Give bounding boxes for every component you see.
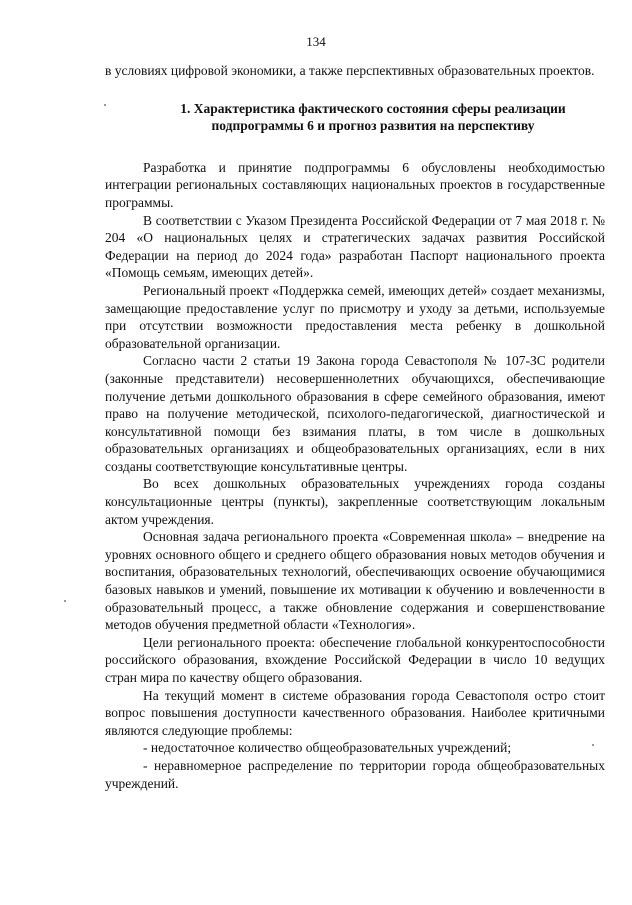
paragraph-presidential-decree: В соответствии с Указом Президента Российской Федерации от 7 мая 2018 г. № 204 «О национальных целях и стратегических задачах развития Российской Федерации на период до 2024 года» разработан Паспорт национального проекта «Помощь семьям, имеющих детей». [105, 212, 605, 281]
section-heading-line-2: подпрограммы 6 и прогноз развития на перспективу [211, 118, 535, 134]
paragraph-modern-school: Основная задача регионального проекта «Современная школа» – внедрение на уровнях основного общего и среднего общего образования новых методов обучения и воспитания, образовательных технологий, обеспечивающих освоение обучающимися базовых навыков и умений, повышение их мотивации к обучению и вовлеченности в образовательный процесс, а также обновление содержания и совершенствование методов обучения предметной области «Технология». [105, 529, 605, 633]
list-item: - неравномерное распределение по территории города общеобразовательных учреждений. [105, 757, 605, 791]
page-number: 134 [306, 34, 326, 49]
paragraph-consulting-centers: Во всех дошкольных образовательных учреждениях города созданы консультационные центры (пункты), закрепленные соответствующим локальным актом учреждения. [105, 476, 605, 527]
document-body [105, 62, 605, 792]
scan-speck [104, 104, 106, 106]
scan-speck [64, 600, 66, 602]
section-heading [105, 100, 605, 135]
scan-speck [592, 744, 594, 746]
lead-paragraph: в условиях цифровой экономики, а также перспективных образовательных проектов. [105, 63, 595, 78]
paragraph-integration: Разработка и принятие подпрограммы 6 обусловлены необходимостью интеграции региональных составляющих национальных проектов в государственные программы. [105, 159, 605, 210]
paragraph-project-goals: Цели регионального проекта: обеспечение глобальной конкурентоспособности российского образования, вхождение Российской Федерации в число 10 ведущих стран мира по качеству общего образования. [105, 634, 605, 685]
paragraph-family-support-project: Региональный проект «Поддержка семей, имеющих детей» создает механизмы, замещающие предоставление услуг по присмотру и уходу за детьми, используемые при отсутствии возможности предоставления места ребенку в дошкольной образовательной организации. [105, 282, 605, 351]
paragraph-sevastopol-law: Согласно части 2 статьи 19 Закона города Севастополя № 107-ЗС родители (законные представители) несовершеннолетних обучающихся, обеспечивающие получение детьми дошкольного образования в сфере семейного образования, имеют право на получение методической, психолого-педагогической, диагностической и консультативной помощи без взимания платы, в том числе в дошкольных образовательных организациях и общеобразовательных организациях, если в них созданы соответствующие консультативные центры. [105, 353, 605, 474]
paragraph-current-issues: На текущий момент в системе образования города Севастополя остро стоит вопрос повышения доступности качественного образования. Наиболее критичными являются следующие проблемы: [105, 687, 605, 738]
list-item: - недостаточное количество общеобразовательных учреждений; [143, 740, 512, 756]
section-heading-line-1: 1. Характеристика фактического состояния сферы реализации [180, 100, 566, 116]
